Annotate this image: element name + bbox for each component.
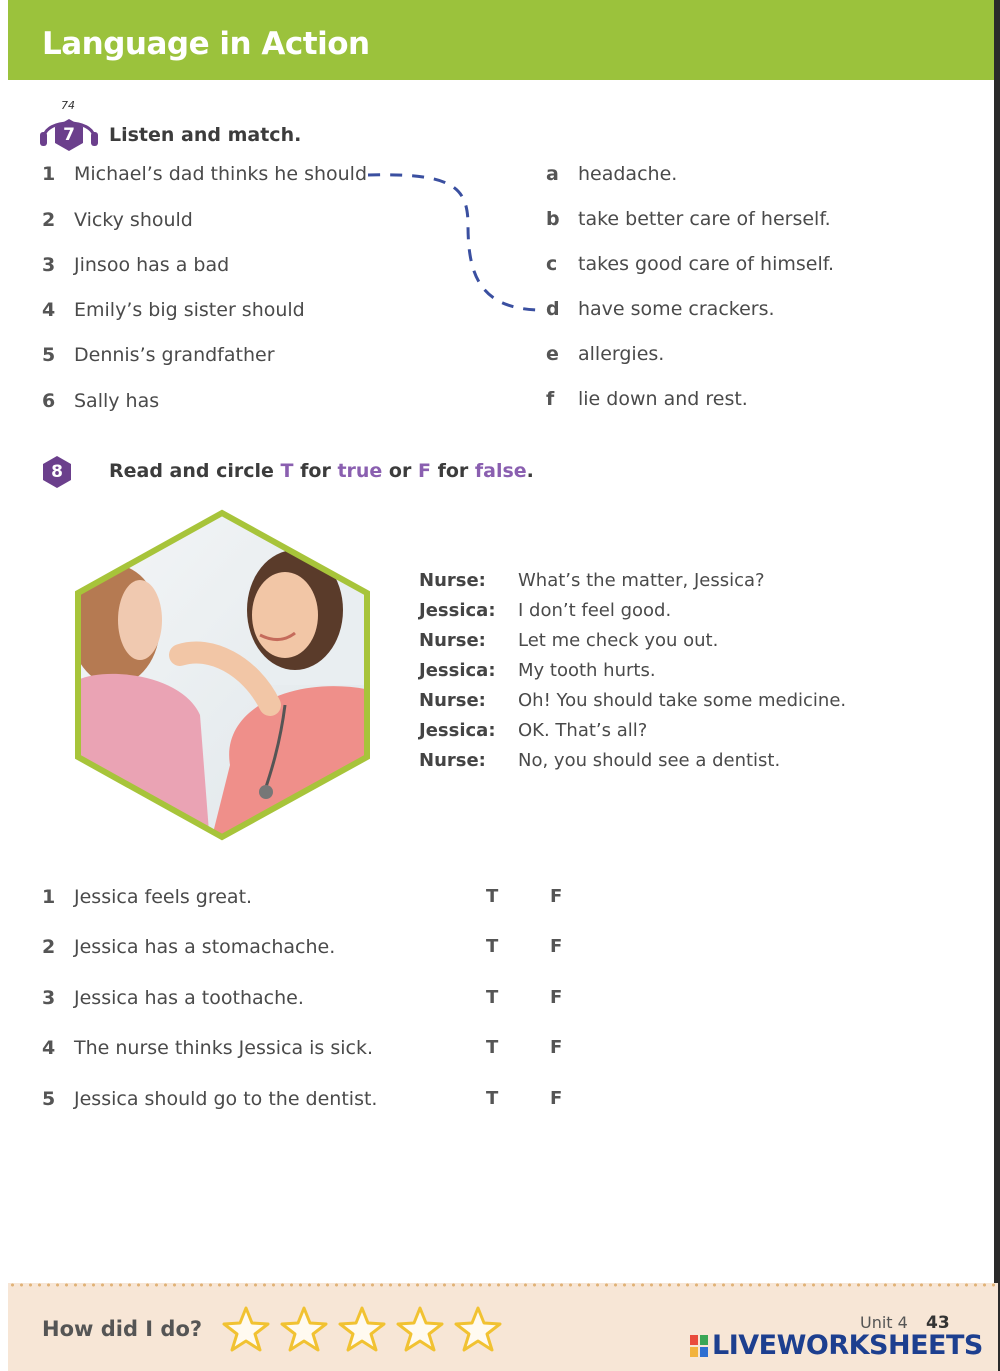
false-option[interactable]: F [550, 1088, 563, 1109]
match-right-item[interactable]: d have some crackers. [546, 298, 775, 320]
true-option[interactable]: T [486, 1037, 499, 1058]
nurse-photo [70, 505, 375, 845]
match-left-item: 4 Emily’s big sister should [42, 299, 305, 321]
dialogue-line: Nurse: No, you should see a dentist. [419, 750, 781, 771]
rating-star-icon[interactable] [220, 1305, 272, 1353]
true-false-statement: 5 Jessica should go to the dentist. [42, 1088, 378, 1110]
match-left-item: 3 Jinsoo has a bad [42, 254, 230, 276]
match-right-item[interactable]: e allergies. [546, 343, 665, 365]
section-header [8, 0, 998, 80]
true-false-statement: 4 The nurse thinks Jessica is sick. [42, 1037, 374, 1059]
match-left-item: 6 Sally has [42, 390, 160, 412]
true-false-statement: 1 Jessica feels great. [42, 886, 253, 908]
dialogue-line: Nurse: Oh! You should take some medicine. [419, 690, 847, 711]
dialogue-line: Jessica: I don’t feel good. [419, 600, 672, 621]
match-left-item: 2 Vicky should [42, 209, 193, 231]
rating-star-icon[interactable] [394, 1305, 446, 1353]
exercise-7-badge [52, 118, 86, 152]
rating-stars [220, 1305, 504, 1353]
false-option[interactable]: F [550, 886, 563, 907]
liveworksheets-watermark [690, 1330, 983, 1361]
exercise-7-number: 7 [63, 125, 75, 145]
example-match-line [360, 165, 550, 325]
rating-star-icon[interactable] [278, 1305, 330, 1353]
liveworksheets-logo-icon [690, 1335, 708, 1357]
dialogue-line: Jessica: OK. That’s all? [419, 720, 648, 741]
page-edge [994, 0, 1000, 1371]
false-option[interactable]: F [550, 1037, 563, 1058]
true-option[interactable]: T [486, 987, 499, 1008]
dotted-divider [8, 1283, 998, 1287]
match-right-item[interactable]: b take better care of herself. [546, 208, 831, 230]
page-number: 43 [926, 1313, 950, 1333]
match-right-item[interactable]: a headache. [546, 163, 678, 185]
exercise-8-instruction: Read and circle T for true or F for false. [109, 460, 534, 482]
watermark-text: LIVEWORKSHEETS [712, 1330, 983, 1361]
exercise-8-badge [40, 455, 74, 489]
true-option[interactable]: T [486, 936, 499, 957]
self-assessment-label: How did I do? [42, 1317, 203, 1341]
false-option[interactable]: F [550, 987, 563, 1008]
exercise-8-number: 8 [51, 462, 63, 482]
true-false-statement: 2 Jessica has a stomachache. [42, 936, 336, 958]
section-title: Language in Action [42, 26, 370, 62]
rating-star-icon[interactable] [336, 1305, 388, 1353]
unit-label: Unit 4 [860, 1313, 908, 1332]
dialogue-line: Nurse: Let me check you out. [419, 630, 719, 651]
true-option[interactable]: T [486, 1088, 499, 1109]
rating-star-icon[interactable] [452, 1305, 504, 1353]
audio-track-number: 74 [61, 99, 75, 112]
exercise-7-instruction: Listen and match. [109, 124, 302, 146]
true-false-statement: 3 Jessica has a toothache. [42, 987, 304, 1009]
false-option[interactable]: F [550, 936, 563, 957]
true-option[interactable]: T [486, 886, 499, 907]
match-right-item[interactable]: f lie down and rest. [546, 388, 748, 410]
match-right-item[interactable]: c takes good care of himself. [546, 253, 835, 275]
dialogue-line: Nurse: What’s the matter, Jessica? [419, 570, 765, 591]
match-left-item: 1 Michael’s dad thinks he should [42, 163, 368, 185]
dialogue-line: Jessica: My tooth hurts. [419, 660, 656, 681]
match-left-item: 5 Dennis’s grandfather [42, 344, 275, 366]
